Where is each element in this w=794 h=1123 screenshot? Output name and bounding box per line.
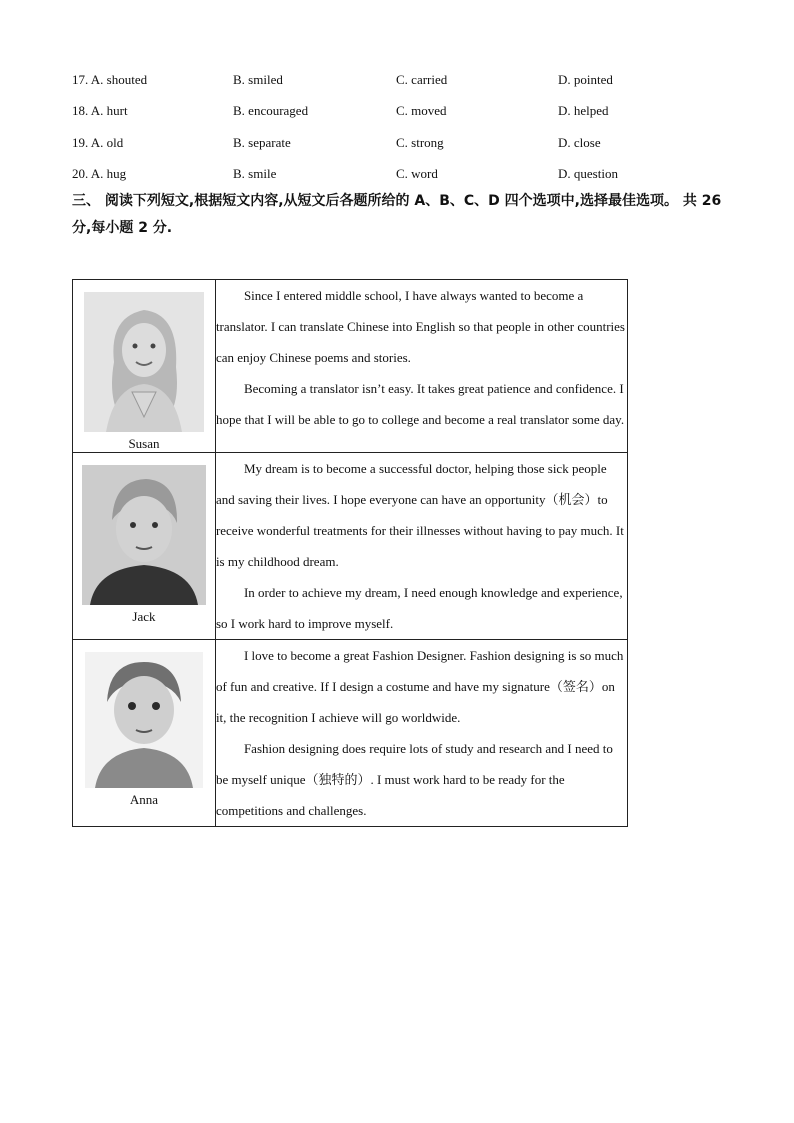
option-18-c: C. moved	[396, 103, 447, 119]
passage-paragraph: In order to achieve my dream, I need enough knowledge and experience, so I work hard to improve myself.	[215, 585, 623, 631]
option-20-b: B. smile	[233, 166, 277, 182]
option-17-d: D. pointed	[558, 71, 613, 87]
passage-text	[215, 640, 627, 827]
option-20-a: 20. A. hug	[72, 166, 127, 182]
options-row-20	[72, 159, 712, 191]
option-18-a: 18. A. hurt	[72, 103, 128, 119]
passage-row-jack	[73, 453, 628, 640]
passage-text	[215, 280, 627, 453]
passage-row-susan	[73, 280, 628, 453]
options-row-17	[72, 64, 712, 96]
option-17-a: 17. A. shouted	[72, 71, 148, 87]
passage-paragraph: Fashion designing does require lots of study and research and I need to be myself unique（独特的）. I must work hard to be ready for the competitions and challenges.	[215, 741, 613, 818]
passage-paragraph: Becoming a translator isn’t easy. It takes great patience and confidence. I hope that I will be able to go to college and become a real translator some day.	[215, 381, 625, 427]
girl-photo	[85, 652, 203, 788]
option-20-d: D. question	[558, 166, 618, 182]
option-19-c: C. strong	[396, 134, 444, 150]
passage-row-anna	[73, 640, 628, 827]
option-18-d: D. helped	[558, 103, 609, 119]
photo-cell	[73, 453, 216, 640]
answer-options	[72, 64, 712, 190]
photo-cell	[73, 640, 216, 827]
passage-paragraph: My dream is to become a successful doctor, helping those sick people and saving their lives. I hope everyone can have an opportunity（机会）to receive wonderful treatments for their illnesses without having to pay much. It is my childhood dream.	[215, 461, 624, 569]
photo-cell	[73, 280, 216, 453]
section-heading: 三、 阅读下列短文,根据短文内容,从短文后各题所给的 A、B、C、D 四个选项中,选择最佳选项。 共 26 分,每小题 2 分.	[72, 193, 722, 236]
student-name: Anna	[129, 792, 159, 807]
option-19-d: D. close	[558, 134, 601, 150]
passage-paragraph: Since I entered middle school, I have always wanted to become a translator. I can translate Chinese into English so that people in other countries can enjoy Chinese poems and stories.	[215, 288, 625, 365]
student-name: Jack	[132, 609, 156, 624]
girl-photo	[84, 292, 204, 432]
student-name: Susan	[128, 436, 160, 451]
passage-text	[215, 453, 627, 640]
options-row-19	[72, 127, 712, 159]
option-18-b: B. encouraged	[233, 103, 309, 119]
option-19-b: B. separate	[233, 134, 291, 150]
passage-table	[72, 279, 628, 827]
option-17-b: B. smiled	[233, 71, 283, 87]
option-20-c: C. word	[396, 166, 438, 182]
boy-photo	[82, 465, 206, 605]
options-row-18	[72, 96, 712, 128]
option-19-a: 19. A. old	[72, 134, 124, 150]
passage-paragraph: I love to become a great Fashion Designer. Fashion designing is so much of fun and creative. If I design a costume and have my signature（签名）on it, the recognition I achieve will go worldwide.	[215, 648, 624, 725]
option-17-c: C. carried	[396, 71, 448, 87]
